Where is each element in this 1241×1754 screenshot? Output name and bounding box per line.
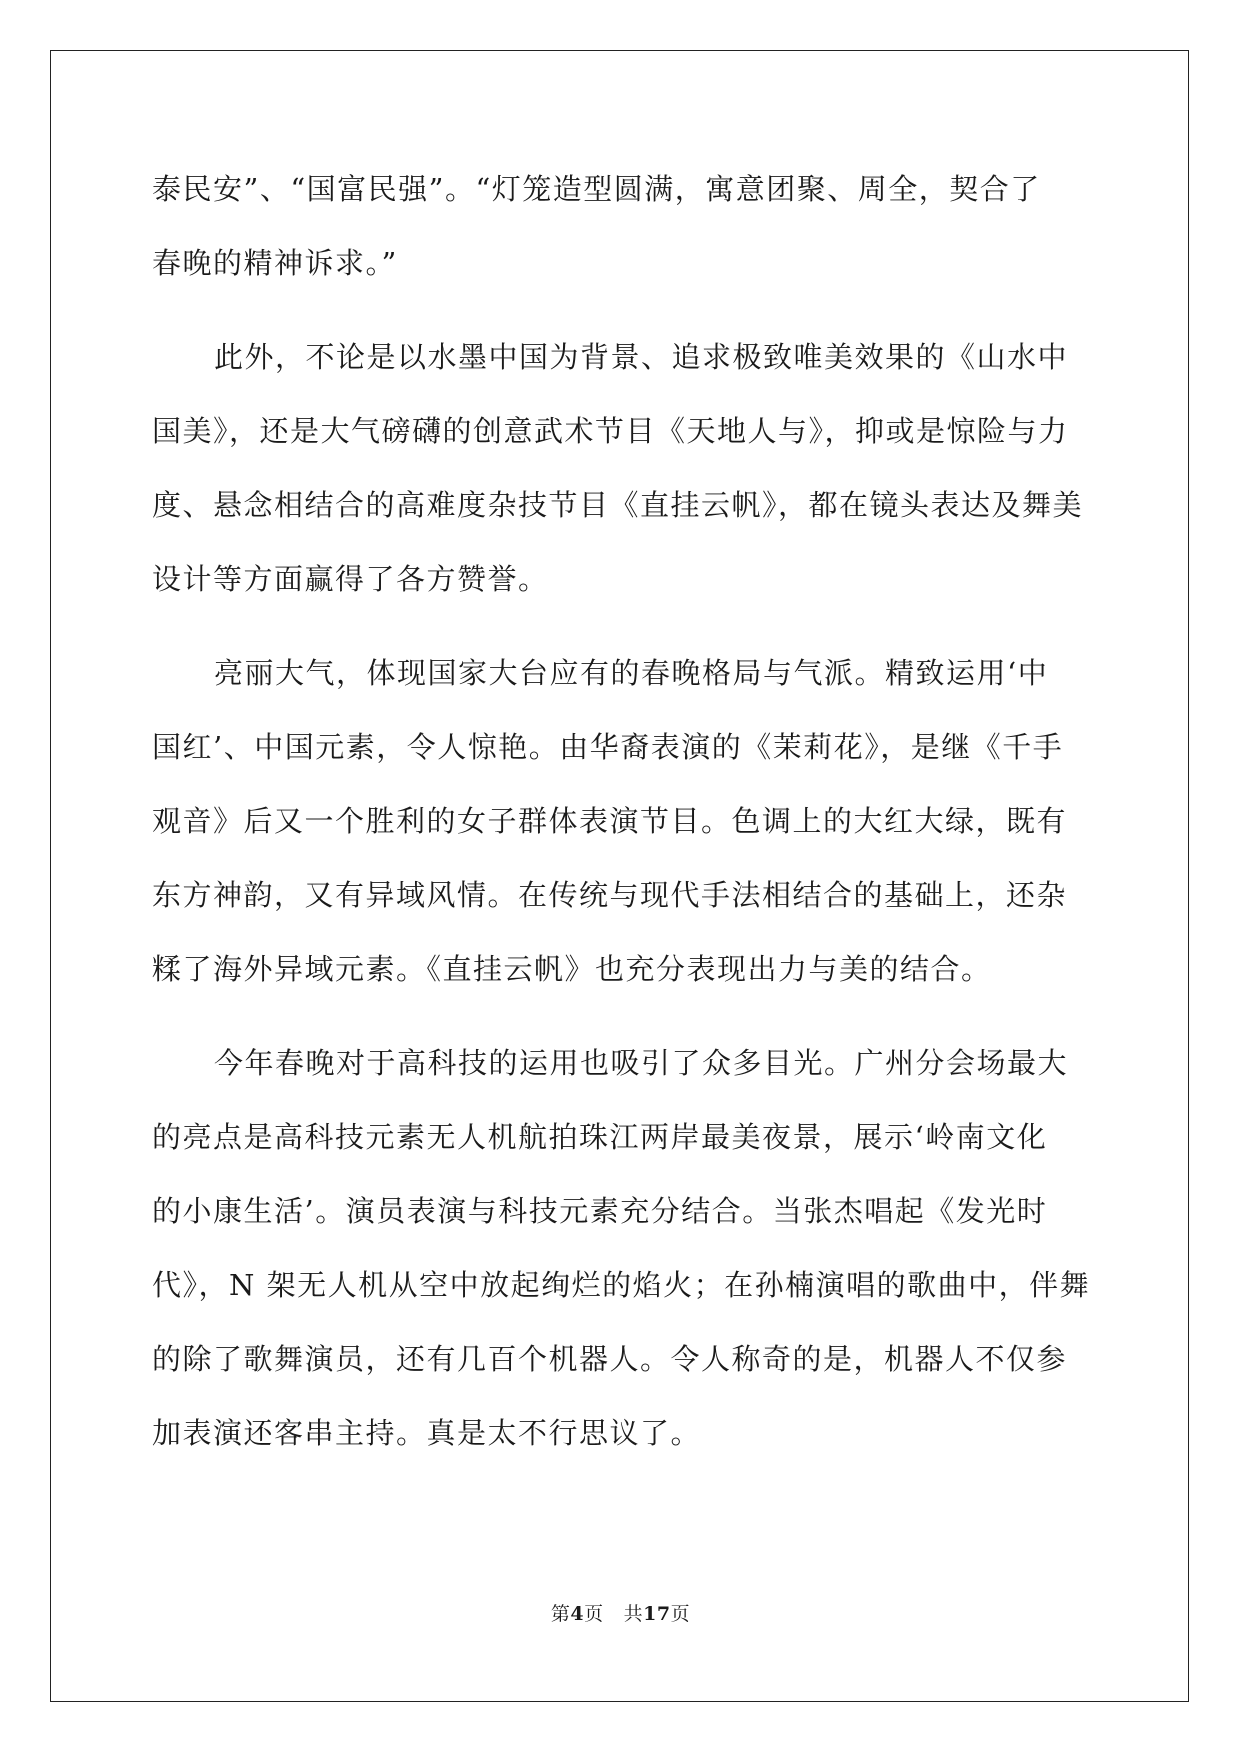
paragraph: [152, 152, 1092, 300]
text-line: 的除了歌舞演员，还有几百个机器人。令人称奇的是，机器人不仅参: [152, 1342, 1068, 1376]
text-line: 设计等方面赢得了各方赞誉。: [152, 562, 549, 596]
text-line: 东方神韵，又有异域风情。在传统与现代手法相结合的基础上，还杂: [152, 878, 1068, 912]
text-line: 糅了海外异域元素。《直挂云帆》也充分表现出力与美的结合。: [152, 952, 992, 986]
page-number: 4: [570, 1603, 585, 1625]
text-line: 泰民安”、“国富民强”。“灯笼造型圆满，寓意团聚、周全，契合了: [152, 172, 1041, 206]
text-line: 代》，N 架无人机从空中放起绚烂的焰火；在孙楠演唱的歌曲中，伴舞: [152, 1268, 1091, 1302]
text-line: 的亮点是高科技元素无人机航拍珠江两岸最美夜景，展示‘岭南文化: [152, 1120, 1048, 1154]
page-suffix: 页: [584, 1603, 604, 1625]
text-line: 国美》，还是大气磅礴的创意武术节目《天地人与》，抑或是惊险与力: [152, 414, 1069, 448]
text-line: 此外，不论是以水墨中国为背景、追求极致唯美效果的《山水中: [214, 340, 1069, 374]
text-line: 今年春晚对于高科技的运用也吸引了众多目光。广州分会场最大: [214, 1046, 1069, 1080]
text-line: 加表演还客串主持。真是太不行思议了。: [152, 1416, 702, 1450]
total-pages: 17: [643, 1603, 671, 1625]
paragraph: [152, 636, 1092, 1006]
paragraph: [152, 1026, 1092, 1470]
total-prefix: 共: [623, 1603, 644, 1625]
page-footer: [0, 1602, 1241, 1626]
text-line: 度、悬念相结合的高难度杂技节目《直挂云帆》，都在镜头表达及舞美: [152, 488, 1084, 522]
text-line: 国红’、中国元素，令人惊艳。由华裔表演的《茉莉花》，是继《千手: [152, 730, 1064, 764]
document-body: [152, 152, 1092, 1470]
page-prefix: 第: [550, 1603, 571, 1625]
text-line: 春晚的精神诉求。”: [152, 246, 398, 280]
text-line: 观音》后又一个胜利的女子群体表演节目。色调上的大红大绿，既有: [152, 804, 1068, 838]
text-line: 亮丽大气，体现国家大台应有的春晚格局与气派。精致运用‘中: [214, 656, 1049, 690]
total-suffix: 页: [670, 1603, 691, 1625]
text-line: 的小康生活’。演员表演与科技元素充分结合。当张杰唱起《发光时: [152, 1194, 1048, 1228]
paragraph: [152, 320, 1092, 616]
